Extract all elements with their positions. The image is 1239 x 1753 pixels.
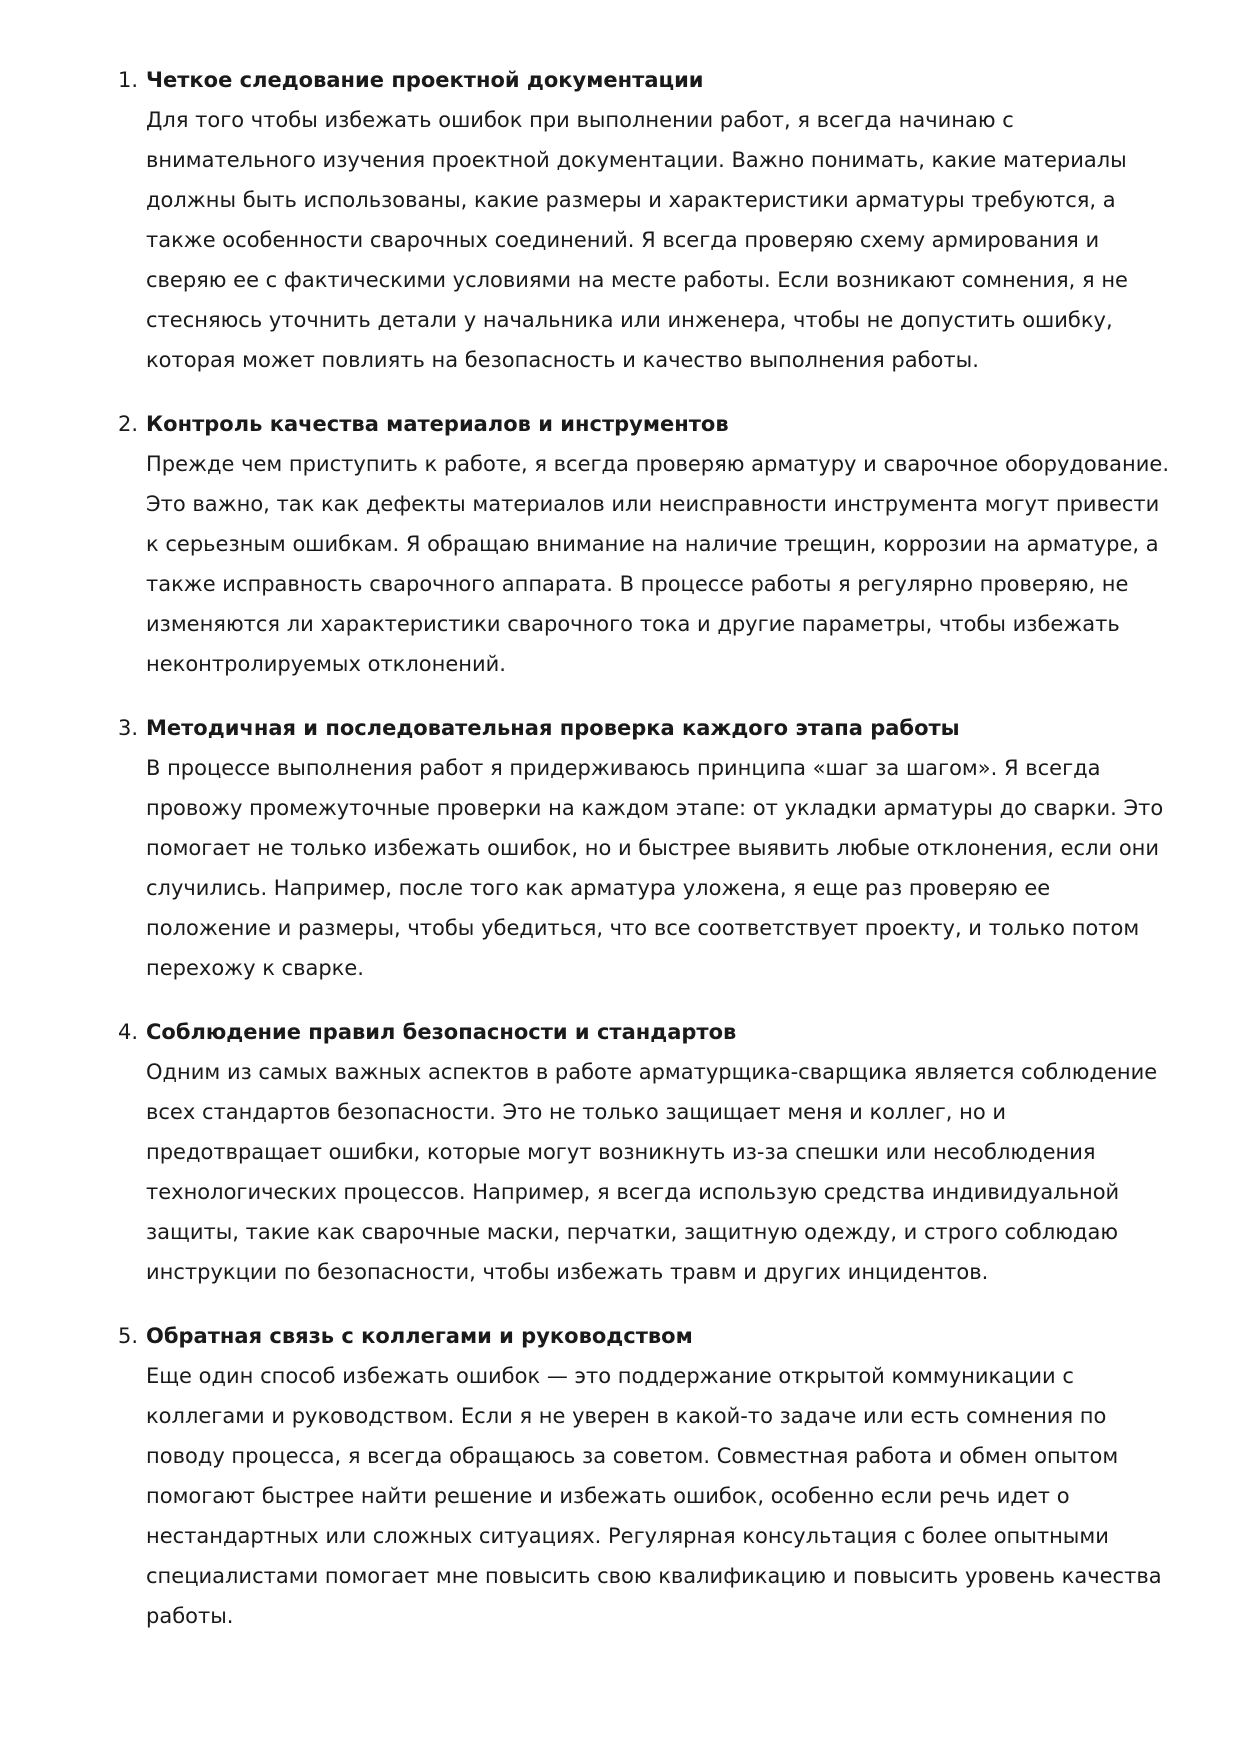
- item-title: Обратная связь с коллегами и руководством: [146, 1324, 693, 1348]
- item-number: 5.: [118, 1324, 139, 1348]
- item-title: Контроль качества материалов и инструментов: [146, 412, 729, 436]
- item-number: 3.: [118, 716, 139, 740]
- list-item: [118, 1012, 1178, 1292]
- list-item: [118, 1316, 1178, 1636]
- item-body: Прежде чем приступить к работе, я всегда проверяю арматуру и сварочное оборудование. Это важно, так как дефекты материалов или неисправности инструмента могут привести к серьезным ошибкам. Я обращаю внимание на наличие трещин, коррозии на арматуре, а также исправность сварочного аппарата. В процессе работы я регулярно проверяю, не изменяются ли характеристики сварочного тока и другие параметры, чтобы избежать неконтролируемых отклонений.: [146, 452, 1169, 676]
- list-item: [118, 60, 1178, 380]
- item-title: Методичная и последовательная проверка каждого этапа работы: [146, 716, 960, 740]
- item-number: 1.: [118, 68, 139, 92]
- list-item: [118, 708, 1178, 988]
- item-number: 2.: [118, 412, 139, 436]
- item-title: Соблюдение правил безопасности и стандартов: [146, 1020, 737, 1044]
- list-item: [118, 404, 1178, 684]
- item-number: 4.: [118, 1020, 139, 1044]
- numbered-list: [118, 60, 1178, 1660]
- item-body: Еще один способ избежать ошибок — это поддержание открытой коммуникации с коллегами и руководством. Если я не уверен в какой-то задаче или есть сомнения по поводу процесса, я всегда обращаюсь за советом. Совместная работа и обмен опытом помогают быстрее найти решение и избежать ошибок, особенно если речь идет о нестандартных или сложных ситуациях. Регулярная консультация с более опытными специалистами помогает мне повысить свою квалификацию и повысить уровень качества работы.: [146, 1364, 1162, 1628]
- item-body: Для того чтобы избежать ошибок при выполнении работ, я всегда начинаю с внимательного изучения проектной документации. Важно понимать, какие материалы должны быть использованы, какие размеры и характеристики арматуры требуются, а также особенности сварочных соединений. Я всегда проверяю схему армирования и сверяю ее с фактическими условиями на месте работы. Если возникают сомнения, я не стесняюсь уточнить детали у начальника или инженера, чтобы не допустить ошибку, которая может повлиять на безопасность и качество выполнения работы.: [146, 108, 1128, 372]
- item-body: Одним из самых важных аспектов в работе арматурщика-сварщика является соблюдение всех стандартов безопасности. Это не только защищает меня и коллег, но и предотвращает ошибки, которые могут возникнуть из-за спешки или несоблюдения технологических процессов. Например, я всегда использую средства индивидуальной защиты, такие как сварочные маски, перчатки, защитную одежду, и строго соблюдаю инструкции по безопасности, чтобы избежать травм и других инцидентов.: [146, 1060, 1158, 1284]
- item-body: В процессе выполнения работ я придерживаюсь принципа «шаг за шагом». Я всегда провожу промежуточные проверки на каждом этапе: от укладки арматуры до сварки. Это помогает не только избежать ошибок, но и быстрее выявить любые отклонения, если они случились. Например, после того как арматура уложена, я еще раз проверяю ее положение и размеры, чтобы убедиться, что все соответствует проекту, и только потом перехожу к сварке.: [146, 756, 1164, 980]
- item-title: Четкое следование проектной документации: [146, 68, 704, 92]
